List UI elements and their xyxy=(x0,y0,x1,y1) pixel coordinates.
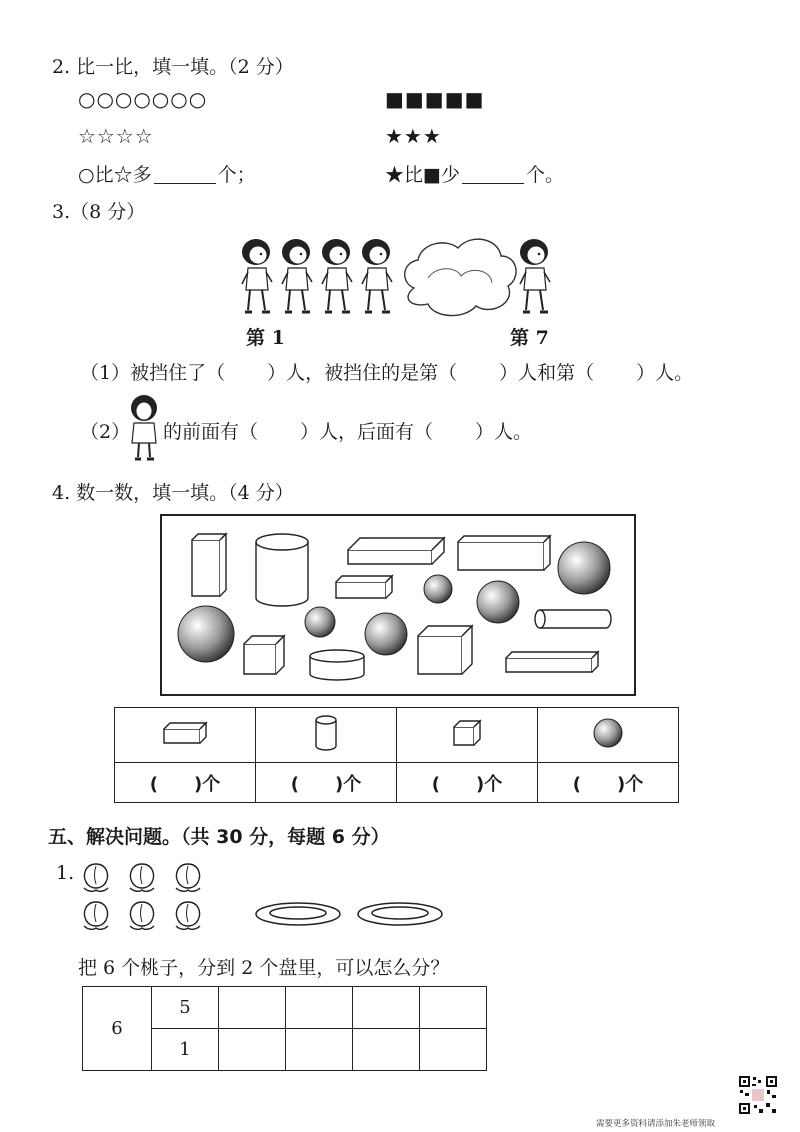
split-top-2[interactable] xyxy=(219,987,286,1029)
q3-sub1-part-a: （1）被挡住了（ xyxy=(80,362,226,384)
split-total: 6 xyxy=(83,987,152,1071)
cube-icon xyxy=(450,717,484,749)
q3-sub1-part-b: ）人，被挡住的是第（ xyxy=(267,362,458,384)
ball-5-shape xyxy=(305,607,335,637)
peach-icon xyxy=(130,902,154,929)
split-bottom-2[interactable] xyxy=(219,1029,286,1071)
hollow-star-row: ☆☆☆☆ xyxy=(78,124,154,148)
cylinder-horizontal-shape xyxy=(535,610,611,628)
cuboid-long-shape xyxy=(458,536,550,570)
split-top-4[interactable] xyxy=(353,987,420,1029)
count-cell-cuboid[interactable]: ( )个 xyxy=(115,763,256,803)
q3-sub1-part-d: ）人。 xyxy=(636,362,694,384)
peaches-illustration xyxy=(78,860,218,938)
split-top-3[interactable] xyxy=(286,987,353,1029)
cylinder-icon xyxy=(311,714,341,752)
cuboid-flat-2-shape xyxy=(506,652,598,672)
count-header-cuboid xyxy=(115,708,256,763)
cube-small-shape xyxy=(244,636,284,674)
q2-right-suffix: 个。 xyxy=(525,164,564,186)
count-table xyxy=(114,707,679,803)
split-top-1: 5 xyxy=(152,987,219,1029)
ball-3-shape xyxy=(477,581,519,623)
solid-star-row: ★★★ xyxy=(385,124,442,148)
split-top-5[interactable] xyxy=(420,987,487,1029)
q2-left-prefix: ○比☆多 xyxy=(78,164,152,186)
split-bottom-3[interactable] xyxy=(286,1029,353,1071)
section5-title: 五、解决问题。（共 30 分，每题 6 分） xyxy=(48,826,390,848)
cuboid-tall-shape xyxy=(192,534,226,596)
peach-icon xyxy=(130,864,154,891)
q3-sub2 xyxy=(163,417,532,444)
label-first: 第 1 xyxy=(246,327,285,349)
cuboid-small-shape xyxy=(336,576,392,598)
split-table xyxy=(82,986,487,1071)
q2-right-blank[interactable] xyxy=(462,182,524,184)
split-bottom-5[interactable] xyxy=(420,1029,487,1071)
q2-title: 2. 比一比，填一填。（2 分） xyxy=(52,56,294,78)
cube-large-shape xyxy=(418,626,472,674)
plates-illustration xyxy=(254,900,446,932)
count-header-cube xyxy=(397,708,538,763)
count-header-cylinder xyxy=(256,708,397,763)
cuboid-flat-1-shape xyxy=(348,538,444,564)
q3-title: 3.（8 分） xyxy=(52,201,146,223)
plate-1-icon xyxy=(256,903,340,925)
cloud-figure xyxy=(405,239,516,315)
cylinder-short-shape xyxy=(310,650,364,680)
count-header-sphere xyxy=(538,708,679,763)
q2-right-sentence xyxy=(385,160,564,187)
q3-sub1 xyxy=(80,358,693,385)
q2-left-blank[interactable] xyxy=(154,182,216,184)
q3-sub2-prefix: （2） xyxy=(80,421,131,443)
child-1-figure xyxy=(242,239,272,312)
child-2-figure xyxy=(282,239,312,312)
cuboid-icon xyxy=(160,719,210,747)
ball-4-shape xyxy=(178,606,234,662)
q4-title: 4. 数一数，填一填。（4 分） xyxy=(52,482,294,504)
peach-icon xyxy=(84,864,108,891)
girl-icon xyxy=(128,393,160,461)
ball-6-shape xyxy=(365,613,407,655)
count-cell-sphere[interactable]: ( )个 xyxy=(538,763,679,803)
sphere-icon xyxy=(591,716,625,750)
plate-2-icon xyxy=(358,903,442,925)
label-seventh: 第 7 xyxy=(510,327,549,349)
split-bottom-4[interactable] xyxy=(353,1029,420,1071)
s5-q1-number: 1. xyxy=(56,862,75,884)
children-line-illustration xyxy=(236,228,566,323)
count-cell-cube[interactable]: ( )个 xyxy=(397,763,538,803)
s5-q1-prompt: 把 6 个桃子，分到 2 个盘里，可以怎么分？ xyxy=(78,957,450,979)
square-row: ■■■■■ xyxy=(385,87,485,111)
q3-sub1-part-c: ）人和第（ xyxy=(499,362,595,384)
split-bottom-1: 1 xyxy=(152,1029,219,1071)
shapes-box xyxy=(160,514,636,696)
q3-sub2-part-d: ）人。 xyxy=(475,421,533,443)
child-3-figure xyxy=(322,239,352,312)
peach-icon xyxy=(176,864,200,891)
q3-sub2-part-c: ）人，后面有（ xyxy=(300,421,434,443)
child-7-figure xyxy=(520,239,550,312)
q2-left-sentence xyxy=(78,160,256,187)
peach-icon xyxy=(176,902,200,929)
count-cell-cylinder[interactable]: ( )个 xyxy=(256,763,397,803)
qr-code-icon xyxy=(738,1075,778,1115)
ball-1-shape xyxy=(558,542,610,594)
q2-right-prefix: ★比■少 xyxy=(385,164,460,186)
circle-row: ○○○○○○○ xyxy=(78,87,208,111)
child-4-figure xyxy=(362,239,392,312)
footer-note: 需要更多资料请添加朱老师领取 xyxy=(596,1119,716,1129)
cylinder-tall-shape xyxy=(256,534,308,606)
peach-icon xyxy=(84,902,108,929)
ball-2-shape xyxy=(424,575,452,603)
q3-sub2-part-b: 的前面有（ xyxy=(163,421,259,443)
q2-left-suffix: 个； xyxy=(217,164,256,186)
